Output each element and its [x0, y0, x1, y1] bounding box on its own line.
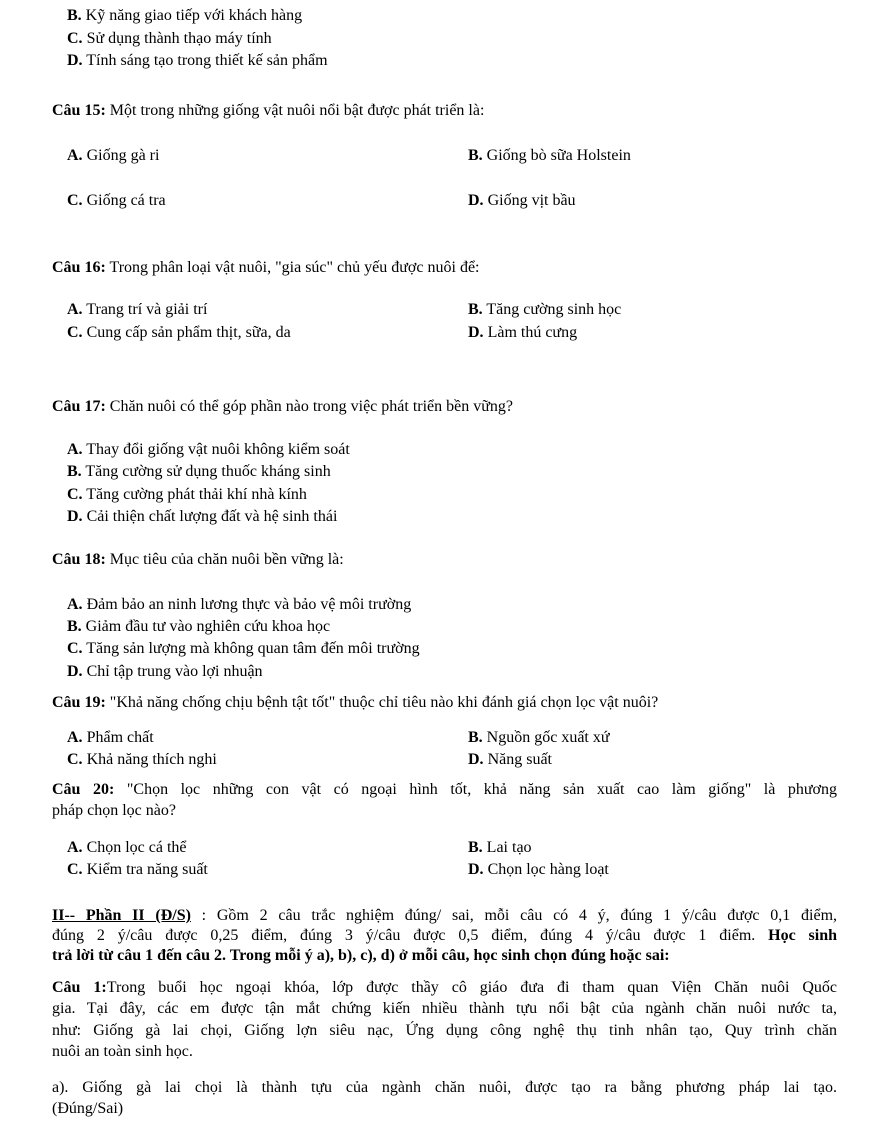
option-text: Giống bò sữa Holstein	[482, 147, 631, 164]
option-letter: D.	[67, 663, 83, 680]
question-text: Một trong những giống vật nuôi nổi bật được phát triển là:	[105, 102, 485, 119]
q17-option-a	[67, 440, 350, 459]
option-letter: B.	[468, 839, 483, 856]
option-text: Đảm bảo an ninh lương thực và bảo vệ môi trường	[82, 596, 412, 613]
option-letter: B.	[468, 729, 483, 746]
option-text: Giảm đầu tư vào nghiên cứu khoa học	[81, 618, 331, 635]
option-text: Cung cấp sản phẩm thịt, sữa, da	[82, 324, 291, 341]
option-text: Kỹ năng giao tiếp với khách hàng	[81, 7, 303, 24]
option-letter: C.	[67, 640, 83, 657]
option-text: Tính sáng tạo trong thiết kế sản phẩm	[82, 52, 328, 69]
part2-question-1-line2: gia. Tại đây, các em được tận mắt chứng kiến nhiều thành tựu nổi bật của ngành chăn nuôi nước ta,	[52, 1000, 837, 1017]
question-label: Câu 15:	[52, 102, 106, 119]
part2-text: đúng 2 ý/câu được 0,25 điểm, đúng 3 ý/câu được 0,5 điểm, đúng 4 ý/câu được 1 điểm.	[52, 927, 769, 944]
question-label: Câu 16:	[52, 259, 106, 276]
option-letter: B.	[67, 618, 82, 635]
prev-option-b	[67, 6, 302, 25]
option-letter: B.	[67, 7, 82, 24]
q18-option-b	[67, 617, 330, 636]
part2-text: : Gồm 2 câu trắc nghiệm đúng/ sai, mỗi câu có 4 ý, đúng 1 ý/câu được 0,1 điểm,	[190, 907, 838, 924]
option-letter: C.	[67, 861, 83, 878]
option-text: Giống gà ri	[82, 147, 160, 164]
part2-instructions-line3: trả lời từ câu 1 đến câu 2. Trong mỗi ý a), b), c), d) ở mỗi câu, học sinh chọn đúng hoặc sai:	[52, 947, 670, 964]
option-text: Tăng cường sử dụng thuốc kháng sinh	[81, 463, 331, 480]
option-letter: D.	[468, 192, 484, 209]
q18-option-c	[67, 639, 420, 658]
question-label: Câu 18:	[52, 551, 106, 568]
q17-option-c	[67, 485, 307, 504]
option-text: Lai tạo	[482, 839, 532, 856]
option-text: Giống cá tra	[82, 192, 166, 209]
question-label: Câu 17:	[52, 398, 106, 415]
option-text: Tăng cường phát thải khí nhà kính	[82, 486, 307, 503]
option-letter: A.	[67, 596, 83, 613]
question-20	[52, 780, 837, 799]
q15-option-b	[468, 146, 631, 165]
q16-option-a	[67, 300, 207, 319]
q19-option-c	[67, 750, 217, 769]
option-letter: D.	[67, 508, 83, 525]
option-text: Trang trí và giải trí	[82, 301, 208, 318]
option-text: Năng suất	[483, 751, 552, 768]
option-letter: C.	[67, 751, 83, 768]
question-text: Trong phân loại vật nuôi, "gia súc" chủ yếu được nuôi để:	[105, 259, 480, 276]
option-text: Chọn lọc cá thể	[82, 839, 187, 856]
q17-option-b	[67, 462, 331, 481]
option-letter: D.	[468, 861, 484, 878]
part2-question-1	[52, 978, 837, 997]
option-letter: D.	[67, 52, 83, 69]
option-text: Cải thiện chất lượng đất và hệ sinh thái	[82, 508, 338, 525]
question-text: Chăn nuôi có thể góp phần nào trong việc phát triển bền vững?	[105, 398, 514, 415]
question-label: Câu 19:	[52, 694, 106, 711]
question-15	[52, 101, 484, 120]
option-text: Làm thú cưng	[483, 324, 578, 341]
question-18	[52, 550, 344, 569]
q15-option-a	[67, 146, 159, 165]
option-letter: C.	[67, 486, 83, 503]
question-text: Trong buổi học ngoại khóa, lớp được thầy cô giáo đưa đi tham quan Viện Chăn nuôi Quốc	[106, 979, 838, 996]
option-letter: D.	[468, 324, 484, 341]
option-letter: A.	[67, 441, 83, 458]
question-text: "Khả năng chống chịu bệnh tật tốt" thuộc chỉ tiêu nào khi đánh giá chọn lọc vật nuôi?	[105, 694, 659, 711]
part2-instructions-line1	[52, 906, 837, 925]
q18-option-a	[67, 595, 411, 614]
q17-option-d	[67, 507, 337, 526]
option-letter: A.	[67, 729, 83, 746]
option-text: Chọn lọc hàng loạt	[483, 861, 609, 878]
option-text: Tăng sản lượng mà không quan tâm đến môi trường	[82, 640, 420, 657]
prev-option-c	[67, 29, 272, 48]
q20-option-b	[468, 838, 532, 857]
statement-a-answer-hint: (Đúng/Sai)	[52, 1100, 124, 1117]
q19-option-d	[468, 750, 552, 769]
q15-option-c	[67, 191, 166, 210]
option-letter: C.	[67, 192, 83, 209]
part2-instructions-line2	[52, 926, 837, 945]
question-label: Câu 20:	[52, 781, 115, 798]
q19-option-b	[468, 728, 610, 747]
part2-heading: II-- Phần II (Đ/S)	[52, 907, 191, 924]
option-text: Kiểm tra năng suất	[82, 861, 208, 878]
q20-option-d	[468, 860, 609, 879]
part2-question-1-line3: như: Giống gà lai chọi, Giống lợn siêu nạc, Ứng dụng công nghệ thụ tinh nhân tạo, Quy trình chăn	[52, 1022, 837, 1039]
question-19	[52, 693, 658, 712]
option-text: Thay đổi giống vật nuôi không kiểm soát	[82, 441, 350, 458]
option-text: Sử dụng thành thạo máy tính	[82, 30, 272, 47]
option-letter: A.	[67, 147, 83, 164]
option-letter: A.	[67, 301, 83, 318]
question-20-continued: pháp chọn lọc nào?	[52, 802, 176, 819]
q20-option-a	[67, 838, 187, 857]
q15-option-d	[468, 191, 576, 210]
prev-option-d	[67, 51, 328, 70]
option-text: Phẩm chất	[82, 729, 154, 746]
question-16	[52, 258, 479, 277]
question-17	[52, 397, 513, 416]
option-text: Khả năng thích nghi	[82, 751, 217, 768]
part2-bold-text: Học sinh	[768, 927, 838, 944]
question-label: Câu 1:	[52, 979, 107, 996]
option-text: Nguồn gốc xuất xứ	[482, 729, 610, 746]
statement-a: a). Giống gà lai chọi là thành tựu của ngành chăn nuôi, được tạo ra bằng phương pháp lai tạo.	[52, 1079, 837, 1096]
q18-option-d	[67, 662, 263, 681]
option-letter: D.	[468, 751, 484, 768]
question-text: Mục tiêu của chăn nuôi bền vững là:	[105, 551, 344, 568]
q16-option-c	[67, 323, 291, 342]
part2-question-1-line4: nuôi an toàn sinh học.	[52, 1043, 193, 1060]
option-letter: C.	[67, 30, 83, 47]
q16-option-d	[468, 323, 577, 342]
q16-option-b	[468, 300, 621, 319]
option-text: Chỉ tập trung vào lợi nhuận	[82, 663, 263, 680]
q19-option-a	[67, 728, 154, 747]
option-letter: B.	[468, 147, 483, 164]
option-text: Tăng cường sinh học	[482, 301, 622, 318]
option-letter: A.	[67, 839, 83, 856]
q20-option-c	[67, 860, 208, 879]
option-letter: C.	[67, 324, 83, 341]
option-letter: B.	[468, 301, 483, 318]
option-letter: B.	[67, 463, 82, 480]
question-text: "Chọn lọc những con vật có ngoại hình tốt, khả năng sản xuất cao làm giống" là phương	[114, 781, 838, 798]
option-text: Giống vịt bầu	[483, 192, 576, 209]
